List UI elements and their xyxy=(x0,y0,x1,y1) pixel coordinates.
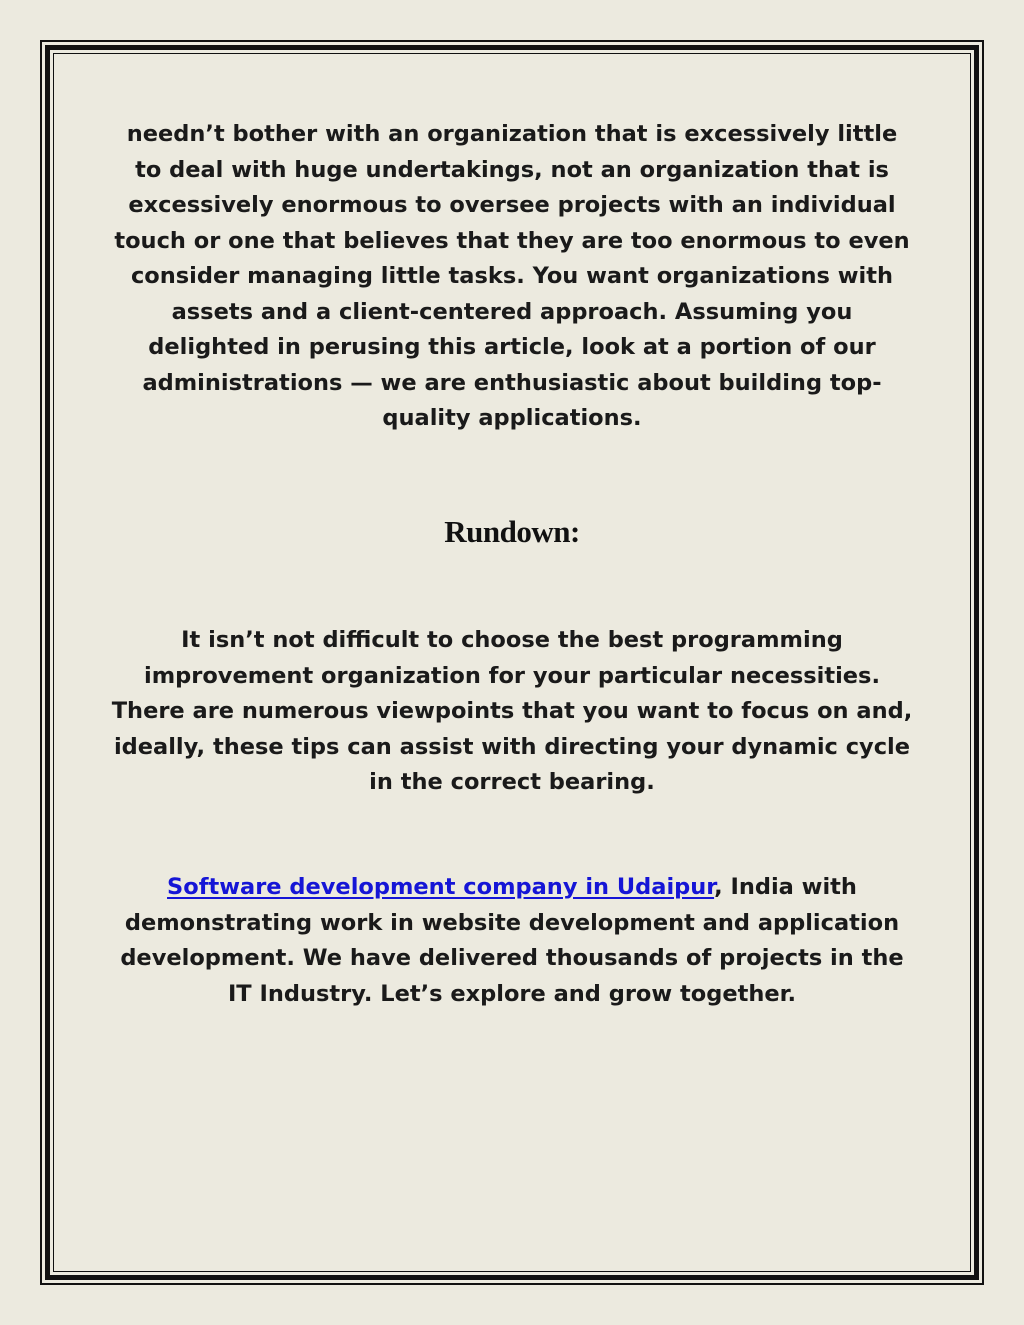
paragraph-company xyxy=(110,870,914,1012)
paragraph-company-text: , India with demonstrating work in website development and application development. We have delivered thousands of projects in the IT Industry. Let’s explore and grow together. xyxy=(120,874,904,1007)
paragraph-intro: needn’t bother with an organization that is excessively little to deal with huge undertakings, not an organization that is excessively enormous to oversee projects with an individual touch or one that believes that they are too enormous to even consider managing little tasks. You want organizations with assets and a client-centered approach. Assuming you delighted in perusing this article, look at a portion of our administrations — we are enthusiastic about building top-quality applications. xyxy=(114,121,910,431)
paragraph-rundown: It isn’t not difficult to choose the best programming improvement organization for your particular necessities. There are numerous viewpoints that you want to focus on and, ideally, these tips can assist with directing your dynamic cycle in the correct bearing. xyxy=(111,627,913,795)
section-heading-rundown: Rundown: xyxy=(444,514,580,549)
company-link[interactable]: Software development company in Udaipur xyxy=(167,874,715,900)
